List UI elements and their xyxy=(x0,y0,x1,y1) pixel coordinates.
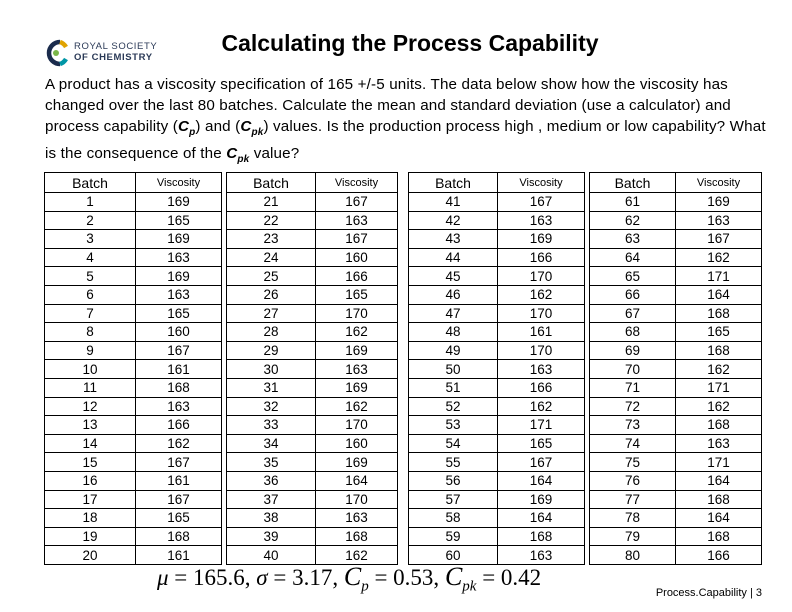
viscosity-cell: 167 xyxy=(498,453,585,472)
batch-cell: 72 xyxy=(590,397,676,416)
table-row xyxy=(409,323,585,342)
batch-cell: 74 xyxy=(590,434,676,453)
batch-cell: 28 xyxy=(227,323,316,342)
table-row xyxy=(590,527,762,546)
table-row xyxy=(227,453,398,472)
batch-header: Batch xyxy=(227,173,316,193)
viscosity-cell: 167 xyxy=(136,341,222,360)
table-row xyxy=(45,323,222,342)
table-row xyxy=(409,527,585,546)
batch-cell: 45 xyxy=(409,267,498,286)
viscosity-cell: 167 xyxy=(316,193,398,212)
viscosity-cell: 168 xyxy=(316,527,398,546)
batch-cell: 57 xyxy=(409,490,498,509)
batch-cell: 69 xyxy=(590,341,676,360)
batch-cell: 53 xyxy=(409,416,498,435)
viscosity-cell: 166 xyxy=(498,378,585,397)
batch-cell: 30 xyxy=(227,360,316,379)
viscosity-cell: 168 xyxy=(136,378,222,397)
cpk-value: = 0.42 xyxy=(476,565,542,590)
viscosity-cell: 161 xyxy=(136,360,222,379)
batch-cell: 6 xyxy=(45,285,136,304)
viscosity-cell: 168 xyxy=(676,416,762,435)
cpk-formula-symbol: C xyxy=(444,562,463,591)
viscosity-cell: 161 xyxy=(136,471,222,490)
table-row xyxy=(45,453,222,472)
table-row xyxy=(590,248,762,267)
viscosity-header: Viscosity xyxy=(136,173,222,193)
slide-footer: Process.Capability | 3 xyxy=(655,587,762,599)
viscosity-cell: 162 xyxy=(136,434,222,453)
batch-cell: 18 xyxy=(45,509,136,528)
table-row xyxy=(227,378,398,397)
viscosity-cell: 171 xyxy=(676,267,762,286)
batch-cell: 27 xyxy=(227,304,316,323)
cpk-subscript: pk xyxy=(251,127,264,139)
viscosity-cell: 169 xyxy=(676,193,762,212)
viscosity-cell: 166 xyxy=(498,248,585,267)
batch-table-3 xyxy=(408,172,585,565)
batch-cell: 48 xyxy=(409,323,498,342)
batch-cell: 79 xyxy=(590,527,676,546)
batch-cell: 16 xyxy=(45,471,136,490)
table-row xyxy=(45,397,222,416)
mu-symbol: μ xyxy=(157,565,169,590)
viscosity-cell: 162 xyxy=(676,248,762,267)
cpk-symbol-2: C xyxy=(226,145,238,163)
table-row xyxy=(45,471,222,490)
viscosity-cell: 163 xyxy=(136,248,222,267)
table-row xyxy=(45,285,222,304)
viscosity-cell: 162 xyxy=(498,397,585,416)
table-row xyxy=(590,267,762,286)
batch-cell: 46 xyxy=(409,285,498,304)
batch-cell: 75 xyxy=(590,453,676,472)
viscosity-cell: 167 xyxy=(676,230,762,249)
viscosity-cell: 168 xyxy=(136,527,222,546)
batch-cell: 37 xyxy=(227,490,316,509)
viscosity-cell: 164 xyxy=(676,471,762,490)
batch-cell: 32 xyxy=(227,397,316,416)
batch-cell: 77 xyxy=(590,490,676,509)
viscosity-cell: 161 xyxy=(498,323,585,342)
table-row xyxy=(409,285,585,304)
batch-cell: 71 xyxy=(590,378,676,397)
viscosity-cell: 168 xyxy=(676,341,762,360)
batch-cell: 60 xyxy=(409,546,498,565)
batch-header: Batch xyxy=(409,173,498,193)
table-row xyxy=(227,248,398,267)
cpk-formula-subscript: pk xyxy=(462,578,477,595)
logo-line-1: ROYAL SOCIETY xyxy=(74,41,158,52)
viscosity-cell: 160 xyxy=(316,248,398,267)
table-row xyxy=(45,416,222,435)
table-row xyxy=(227,230,398,249)
table-row xyxy=(409,378,585,397)
viscosity-cell: 168 xyxy=(676,304,762,323)
batch-cell: 23 xyxy=(227,230,316,249)
table-row xyxy=(45,341,222,360)
cp-symbol: C xyxy=(178,118,190,135)
viscosity-cell: 166 xyxy=(316,267,398,286)
table-row xyxy=(45,434,222,453)
batch-cell: 50 xyxy=(409,360,498,379)
batch-cell: 5 xyxy=(45,267,136,286)
viscosity-cell: 168 xyxy=(498,527,585,546)
table-row xyxy=(590,397,762,416)
viscosity-cell: 166 xyxy=(136,416,222,435)
table-row xyxy=(227,360,398,379)
intro-text-1: A product has a viscosity specification of 165 +/-5 units. The data below show how the viscosity has changed over the last 80 batches. Calculate the mean and standard deviation (use a calculator) and process capability ( xyxy=(45,76,731,135)
viscosity-cell: 167 xyxy=(136,490,222,509)
batch-cell: 22 xyxy=(227,211,316,230)
cp-subscript: p xyxy=(189,127,196,139)
viscosity-cell: 164 xyxy=(316,471,398,490)
viscosity-cell: 170 xyxy=(316,304,398,323)
rsc-logo-mark-icon xyxy=(44,38,70,68)
table-row xyxy=(227,416,398,435)
table-row xyxy=(227,527,398,546)
rsc-logo-text xyxy=(74,41,157,63)
viscosity-cell: 170 xyxy=(498,267,585,286)
table-row xyxy=(409,360,585,379)
sigma-symbol: σ xyxy=(256,565,268,590)
page-title: Calculating the Process Capability xyxy=(221,30,599,56)
table-row xyxy=(409,453,585,472)
table-row xyxy=(45,211,222,230)
batch-cell: 35 xyxy=(227,453,316,472)
table-row xyxy=(590,378,762,397)
batch-cell: 73 xyxy=(590,416,676,435)
batch-cell: 78 xyxy=(590,509,676,528)
table-row xyxy=(409,341,585,360)
table-row xyxy=(227,193,398,212)
viscosity-cell: 163 xyxy=(316,360,398,379)
batch-cell: 21 xyxy=(227,193,316,212)
table-row xyxy=(409,267,585,286)
viscosity-cell: 165 xyxy=(136,509,222,528)
table-row xyxy=(409,490,585,509)
table-row xyxy=(590,304,762,323)
table-row xyxy=(409,193,585,212)
viscosity-cell: 161 xyxy=(136,546,222,565)
result-formula xyxy=(157,562,541,596)
viscosity-cell: 170 xyxy=(316,490,398,509)
table-row xyxy=(409,509,585,528)
table-row xyxy=(590,453,762,472)
batch-cell: 59 xyxy=(409,527,498,546)
table-row xyxy=(45,490,222,509)
batch-cell: 11 xyxy=(45,378,136,397)
batch-header: Batch xyxy=(590,173,676,193)
viscosity-cell: 170 xyxy=(498,341,585,360)
table-row xyxy=(409,434,585,453)
viscosity-cell: 163 xyxy=(676,211,762,230)
batch-cell: 26 xyxy=(227,285,316,304)
table-row xyxy=(45,360,222,379)
viscosity-cell: 167 xyxy=(136,453,222,472)
batch-cell: 36 xyxy=(227,471,316,490)
table-row xyxy=(45,509,222,528)
table-row xyxy=(227,304,398,323)
batch-cell: 39 xyxy=(227,527,316,546)
table-row xyxy=(590,285,762,304)
batch-header: Batch xyxy=(45,173,136,193)
viscosity-cell: 165 xyxy=(498,434,585,453)
table-row xyxy=(227,211,398,230)
viscosity-cell: 162 xyxy=(316,323,398,342)
table-row xyxy=(590,434,762,453)
viscosity-cell: 169 xyxy=(316,453,398,472)
batch-cell: 56 xyxy=(409,471,498,490)
batch-cell: 1 xyxy=(45,193,136,212)
intro-text-2: ) and ( xyxy=(195,118,241,135)
viscosity-cell: 164 xyxy=(498,471,585,490)
viscosity-cell: 166 xyxy=(676,546,762,565)
batch-cell: 47 xyxy=(409,304,498,323)
table-row xyxy=(227,471,398,490)
batch-cell: 4 xyxy=(45,248,136,267)
batch-cell: 63 xyxy=(590,230,676,249)
batch-cell: 13 xyxy=(45,416,136,435)
batch-cell: 51 xyxy=(409,378,498,397)
batch-cell: 24 xyxy=(227,248,316,267)
table-row xyxy=(409,211,585,230)
batch-cell: 17 xyxy=(45,490,136,509)
viscosity-header: Viscosity xyxy=(498,173,585,193)
table-row xyxy=(590,193,762,212)
table-row xyxy=(590,546,762,565)
viscosity-cell: 171 xyxy=(676,378,762,397)
table-row xyxy=(590,471,762,490)
table-row xyxy=(227,323,398,342)
table-row xyxy=(590,211,762,230)
batch-cell: 55 xyxy=(409,453,498,472)
table-row xyxy=(45,230,222,249)
batch-cell: 54 xyxy=(409,434,498,453)
viscosity-cell: 162 xyxy=(316,397,398,416)
batch-cell: 44 xyxy=(409,248,498,267)
table-row xyxy=(227,490,398,509)
table-row xyxy=(45,248,222,267)
intro-text-4: value? xyxy=(249,145,300,163)
table-row xyxy=(590,416,762,435)
table-row xyxy=(45,304,222,323)
viscosity-cell: 162 xyxy=(316,546,398,565)
table-row xyxy=(227,285,398,304)
viscosity-cell: 163 xyxy=(676,434,762,453)
table-row xyxy=(227,267,398,286)
batch-cell: 43 xyxy=(409,230,498,249)
batch-cell: 67 xyxy=(590,304,676,323)
sigma-value: = 3.17, xyxy=(267,565,344,590)
batch-cell: 40 xyxy=(227,546,316,565)
viscosity-cell: 164 xyxy=(676,285,762,304)
viscosity-cell: 165 xyxy=(136,304,222,323)
viscosity-cell: 165 xyxy=(136,211,222,230)
batch-table-2 xyxy=(226,172,398,565)
batch-table-4 xyxy=(589,172,762,565)
viscosity-cell: 163 xyxy=(316,211,398,230)
table-row xyxy=(590,341,762,360)
intro-paragraph xyxy=(45,74,775,170)
viscosity-cell: 164 xyxy=(498,509,585,528)
viscosity-cell: 168 xyxy=(676,490,762,509)
batch-cell: 38 xyxy=(227,509,316,528)
table-row xyxy=(227,509,398,528)
cp-value: = 0.53, xyxy=(368,565,445,590)
batch-cell: 14 xyxy=(45,434,136,453)
mu-value: = 165.6, xyxy=(168,565,257,590)
viscosity-cell: 163 xyxy=(498,211,585,230)
cp-formula-symbol: C xyxy=(343,562,362,591)
batch-cell: 15 xyxy=(45,453,136,472)
batch-cell: 25 xyxy=(227,267,316,286)
batch-cell: 20 xyxy=(45,546,136,565)
batch-cell: 31 xyxy=(227,378,316,397)
viscosity-cell: 169 xyxy=(316,378,398,397)
viscosity-cell: 167 xyxy=(498,193,585,212)
viscosity-cell: 169 xyxy=(136,230,222,249)
batch-cell: 65 xyxy=(590,267,676,286)
table-row xyxy=(590,230,762,249)
viscosity-header: Viscosity xyxy=(676,173,762,193)
table-row xyxy=(590,509,762,528)
table-row xyxy=(409,304,585,323)
viscosity-header: Viscosity xyxy=(316,173,398,193)
batch-cell: 7 xyxy=(45,304,136,323)
table-row xyxy=(227,397,398,416)
viscosity-cell: 163 xyxy=(136,397,222,416)
viscosity-cell: 170 xyxy=(316,416,398,435)
table-row xyxy=(590,490,762,509)
viscosity-cell: 162 xyxy=(498,285,585,304)
batch-cell: 64 xyxy=(590,248,676,267)
viscosity-cell: 165 xyxy=(676,323,762,342)
viscosity-cell: 169 xyxy=(136,267,222,286)
viscosity-cell: 163 xyxy=(136,285,222,304)
batch-cell: 42 xyxy=(409,211,498,230)
batch-cell: 70 xyxy=(590,360,676,379)
viscosity-cell: 167 xyxy=(316,230,398,249)
batch-table-1 xyxy=(44,172,222,565)
viscosity-cell: 169 xyxy=(136,193,222,212)
batch-cell: 19 xyxy=(45,527,136,546)
viscosity-cell: 171 xyxy=(498,416,585,435)
viscosity-cell: 165 xyxy=(316,285,398,304)
batch-cell: 8 xyxy=(45,323,136,342)
batch-cell: 76 xyxy=(590,471,676,490)
viscosity-cell: 170 xyxy=(498,304,585,323)
cp-formula-subscript: p xyxy=(361,578,369,595)
batch-cell: 9 xyxy=(45,341,136,360)
intro-text-3: ) values. Is the production process high , medium or low capability? What is the consequence of the xyxy=(45,118,766,163)
batch-cell: 61 xyxy=(590,193,676,212)
batch-cell: 12 xyxy=(45,397,136,416)
table-row xyxy=(590,323,762,342)
viscosity-cell: 163 xyxy=(498,546,585,565)
batch-cell: 3 xyxy=(45,230,136,249)
viscosity-cell: 163 xyxy=(316,509,398,528)
viscosity-cell: 162 xyxy=(676,360,762,379)
batch-cell: 58 xyxy=(409,509,498,528)
viscosity-cell: 169 xyxy=(316,341,398,360)
batch-cell: 41 xyxy=(409,193,498,212)
batch-cell: 29 xyxy=(227,341,316,360)
cpk-symbol: C xyxy=(240,118,252,135)
batch-cell: 66 xyxy=(590,285,676,304)
viscosity-cell: 162 xyxy=(676,397,762,416)
batch-cell: 68 xyxy=(590,323,676,342)
logo-line-2: OF CHEMISTRY xyxy=(74,52,153,63)
table-row xyxy=(409,471,585,490)
viscosity-cell: 160 xyxy=(136,323,222,342)
batch-cell: 2 xyxy=(45,211,136,230)
batch-cell: 49 xyxy=(409,341,498,360)
batch-cell: 10 xyxy=(45,360,136,379)
batch-cell: 52 xyxy=(409,397,498,416)
viscosity-cell: 171 xyxy=(676,453,762,472)
viscosity-cell: 160 xyxy=(316,434,398,453)
table-row xyxy=(409,230,585,249)
viscosity-cell: 164 xyxy=(676,509,762,528)
table-row xyxy=(45,378,222,397)
batch-cell: 80 xyxy=(590,546,676,565)
viscosity-cell: 169 xyxy=(498,490,585,509)
table-row xyxy=(409,416,585,435)
cpk-subscript-2: pk xyxy=(237,154,250,166)
batch-cell: 33 xyxy=(227,416,316,435)
table-row xyxy=(45,193,222,212)
table-row xyxy=(590,360,762,379)
viscosity-cell: 168 xyxy=(676,527,762,546)
viscosity-cell: 169 xyxy=(498,230,585,249)
batch-cell: 62 xyxy=(590,211,676,230)
table-row xyxy=(227,434,398,453)
viscosity-cell: 163 xyxy=(498,360,585,379)
table-row xyxy=(45,527,222,546)
table-row xyxy=(45,267,222,286)
table-row xyxy=(409,397,585,416)
table-row xyxy=(409,248,585,267)
batch-cell: 34 xyxy=(227,434,316,453)
table-row xyxy=(227,341,398,360)
